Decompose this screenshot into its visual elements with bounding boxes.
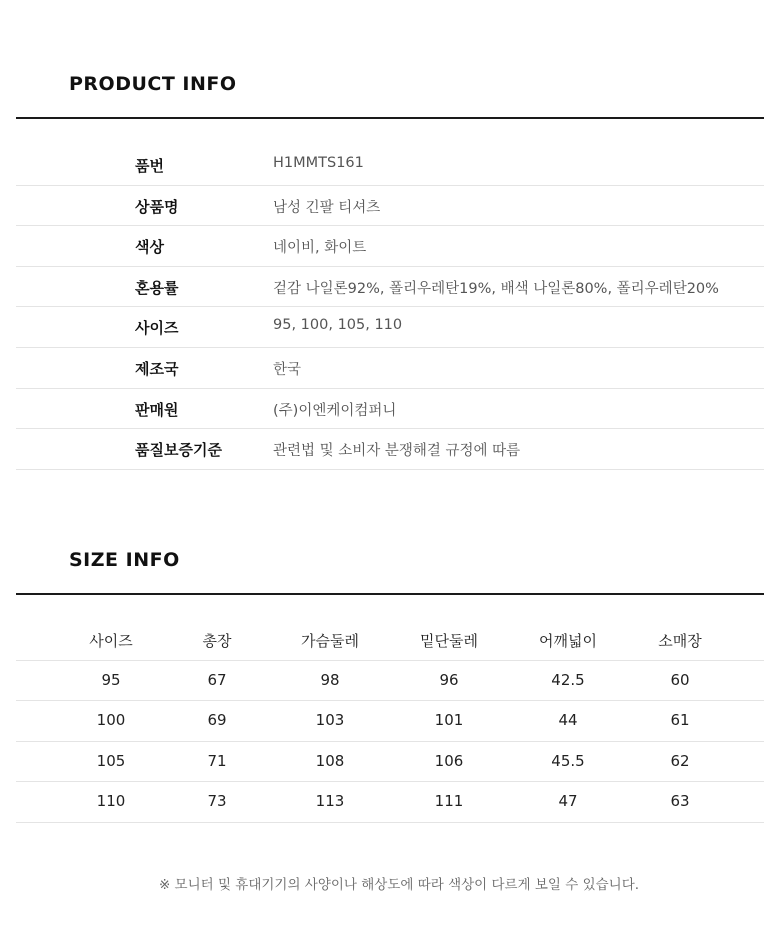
size-info-divider: [16, 593, 764, 595]
table-cell: 100: [96, 711, 126, 730]
table-cell: 60: [670, 670, 690, 689]
table-cell: 69: [207, 711, 227, 730]
size-info-table: [16, 620, 764, 823]
table-cell: 45.5: [551, 751, 585, 770]
column-header: 밑단둘레: [420, 632, 478, 650]
column-header: 소매장: [658, 632, 702, 650]
table-cell: 98: [320, 670, 340, 689]
product-info-title: PRODUCT INFO: [69, 73, 237, 95]
display-color-notice: ※ 모니터 및 휴대기기의 사양이나 해상도에 따라 색상이 다르게 보일 수 있습니다.: [158, 877, 640, 893]
table-cell: 110: [96, 792, 126, 811]
table-cell: 73: [207, 792, 227, 811]
table-row: [16, 782, 764, 823]
table-cell: 47: [558, 792, 578, 811]
table-cell: 67: [207, 670, 227, 689]
table-cell: 111: [434, 792, 464, 811]
table-cell: 105: [96, 751, 126, 770]
info-row-size: [16, 307, 764, 348]
table-cell: 108: [315, 751, 345, 770]
info-label: 혼용률: [135, 278, 179, 297]
table-row: [16, 701, 764, 742]
info-value: 한국: [273, 361, 302, 378]
product-info-divider: [16, 117, 764, 119]
info-value: 남성 긴팔 티셔츠: [273, 199, 381, 216]
size-table-header: [16, 620, 764, 661]
info-value: 95, 100, 105, 110: [273, 317, 403, 334]
info-row-product-name: [16, 186, 764, 227]
info-row-material: [16, 267, 764, 308]
table-cell: 61: [670, 711, 690, 730]
table-cell: 71: [207, 751, 227, 770]
column-header: 총장: [202, 632, 232, 650]
table-cell: 95: [101, 670, 121, 689]
column-header: 사이즈: [89, 632, 133, 650]
info-label: 제조국: [135, 359, 179, 378]
info-label: 품질보증기준: [135, 441, 222, 460]
table-cell: 103: [315, 711, 345, 730]
table-cell: 106: [434, 751, 464, 770]
table-cell: 63: [670, 792, 690, 811]
info-row-country: [16, 348, 764, 389]
info-value: (주)이엔케이컴퍼니: [273, 402, 397, 419]
table-cell: 101: [434, 711, 464, 730]
table-cell: 44: [558, 711, 578, 730]
table-row: [16, 742, 764, 783]
table-cell: 96: [439, 670, 459, 689]
info-label: 색상: [135, 238, 164, 257]
table-cell: 42.5: [551, 670, 585, 689]
info-row-color: [16, 226, 764, 267]
info-label: 품번: [135, 157, 164, 175]
info-row-quality-standard: [16, 429, 764, 470]
table-cell: 62: [670, 751, 690, 770]
info-row-seller: [16, 389, 764, 430]
info-value: 겉감 나일론92%, 폴리우레탄19%, 배색 나일론80%, 폴리우레탄20%: [273, 280, 719, 297]
info-row-item-number: [16, 145, 764, 186]
column-header: 가슴둘레: [301, 632, 359, 650]
info-value: 네이비, 화이트: [273, 240, 367, 257]
column-header: 어깨넓이: [539, 632, 597, 650]
info-value: 관련법 및 소비자 분쟁해결 규정에 따름: [273, 443, 521, 460]
size-info-title: SIZE INFO: [69, 549, 180, 571]
table-cell: 113: [315, 792, 345, 811]
info-label: 상품명: [135, 197, 179, 216]
info-label: 사이즈: [135, 319, 179, 338]
info-label: 판매원: [135, 400, 179, 419]
info-value: H1MMTS161: [273, 155, 364, 171]
product-info-table: [16, 145, 764, 470]
table-row: [16, 661, 764, 702]
